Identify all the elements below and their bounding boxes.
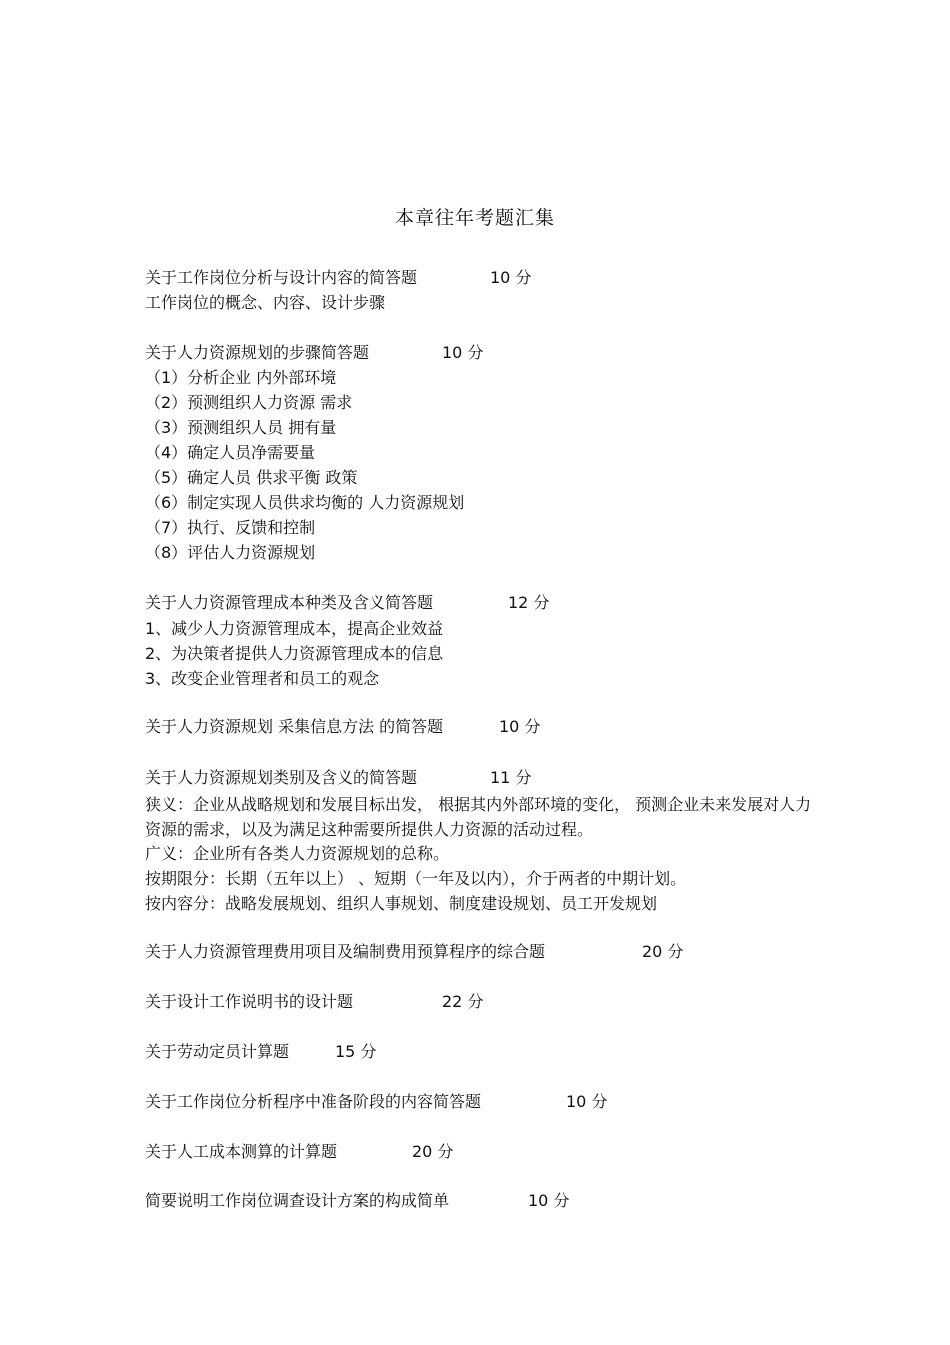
- question-2-item: （5）确定人员 供求平衡 政策: [145, 468, 358, 487]
- question-2-item: （8）评估人力资源规划: [145, 543, 316, 562]
- question-1-heading: 关于工作岗位分析与设计内容的简答题: [145, 268, 418, 287]
- question-2-item: （7）执行、反馈和控制: [145, 518, 316, 537]
- question-3-heading: 关于人力资源管理成本种类及含义简答题: [145, 593, 434, 612]
- question-2-item: （1）分析企业 内外部环境: [145, 368, 337, 387]
- question-8-heading: 关于劳动定员计算题: [145, 1042, 290, 1061]
- question-3-score: 12 分: [508, 593, 550, 612]
- question-2-item: （6）制定实现人员供求均衡的 人力资源规划: [145, 493, 465, 512]
- question-1-score: 10 分: [490, 268, 532, 287]
- question-7-heading: 关于设计工作说明书的设计题: [145, 992, 354, 1011]
- question-10-score: 20 分: [412, 1142, 454, 1161]
- question-11-score: 10 分: [528, 1191, 570, 1210]
- question-5-by-term: 按期限分：长期（五年以上） 、短期（一年及以内），介于两者的中期计划。: [145, 869, 687, 888]
- question-9-heading: 关于工作岗位分析程序中准备阶段的内容简答题: [145, 1092, 482, 1111]
- question-5-by-content: 按内容分：战略发展规划、组织人事规划、制度建设规划、员工开发规划: [145, 894, 658, 913]
- question-2-item: （3）预测组织人员 拥有量: [145, 418, 337, 437]
- question-10-heading: 关于人工成本测算的计算题: [145, 1142, 338, 1161]
- question-5-heading: 关于人力资源规划类别及含义的简答题: [145, 768, 418, 787]
- question-5-narrow-definition: 狭义：企业从战略规划和发展目标出发， 根据其内外部环境的变化， 预测企业未来发展对人力资源的需求，以及为满足这种需要所提供人力资源的活动过程。: [145, 795, 812, 839]
- question-7-score: 22 分: [442, 992, 484, 1011]
- question-5-score: 11 分: [490, 768, 532, 787]
- question-3-item: 3、改变企业管理者和员工的观念: [145, 669, 380, 688]
- question-4-score: 10 分: [499, 717, 541, 736]
- page-title: 本章往年考题汇集: [394, 207, 555, 229]
- question-2-item: （2）预测组织人力资源 需求: [145, 393, 353, 412]
- question-2-score: 10 分: [442, 343, 484, 362]
- question-2-heading: 关于人力资源规划的步骤简答题: [145, 343, 370, 362]
- question-11-heading: 简要说明工作岗位调查设计方案的构成简单: [145, 1191, 450, 1210]
- question-6-heading: 关于人力资源管理费用项目及编制费用预算程序的综合题: [145, 942, 546, 961]
- question-2-item: （4）确定人员净需要量: [145, 443, 316, 462]
- question-9-score: 10 分: [566, 1092, 608, 1111]
- question-3-item: 2、为决策者提供人力资源管理成本的信息: [145, 644, 444, 663]
- question-8-score: 15 分: [335, 1042, 377, 1061]
- question-3-item: 1、减少人力资源管理成本，提高企业效益: [145, 619, 444, 638]
- question-4-heading: 关于人力资源规划 采集信息方法 的简答题: [145, 717, 444, 736]
- question-1-answer: 工作岗位的概念、内容、设计步骤: [145, 293, 386, 312]
- question-5-broad-definition: 广义：企业所有各类人力资源规划的总称。: [145, 844, 450, 863]
- question-6-score: 20 分: [642, 942, 684, 961]
